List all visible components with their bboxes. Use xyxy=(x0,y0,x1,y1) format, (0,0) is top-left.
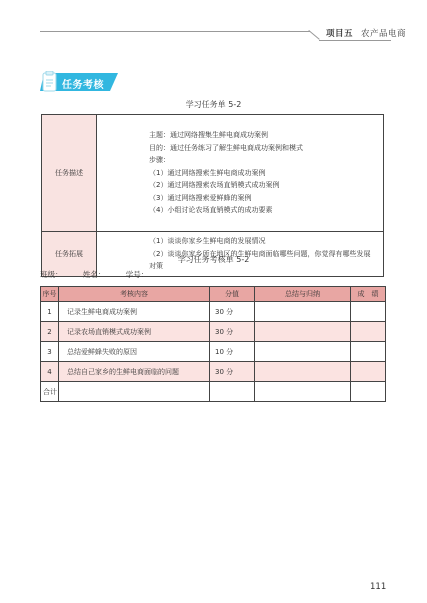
task-line: 步骤： xyxy=(149,156,170,165)
header-project: 项目五 xyxy=(326,29,354,39)
table-row xyxy=(41,342,386,362)
row-summary-cell[interactable] xyxy=(255,322,351,342)
total-row xyxy=(41,382,386,402)
col-header-no: 序号 xyxy=(41,287,59,302)
task-description-row xyxy=(42,115,384,232)
total-summary-cell[interactable] xyxy=(255,382,351,402)
row-content: 总结自己家乡的生鲜电商面临的问题 xyxy=(59,362,210,382)
table-row xyxy=(41,322,386,342)
row-score: 10 分 xyxy=(210,342,255,362)
task-line: 主题：通过网络搜集生鲜电商成功案例 xyxy=(149,130,268,139)
row-score: 30 分 xyxy=(210,322,255,342)
row-content: 记录农场直销模式成功案例 xyxy=(59,322,210,342)
task-line: 目的：通过任务练习了解生鲜电商成功案例和模式 xyxy=(149,143,303,152)
total-grade-cell[interactable] xyxy=(351,382,386,402)
task-line: （4）小组讨论农场直销模式的成功要素 xyxy=(149,206,273,215)
task-line: （1）通过网络搜索生鲜电商成功案例 xyxy=(149,168,266,177)
col-header-summary: 总结与归纳 xyxy=(255,287,351,302)
row-score: 30 分 xyxy=(210,362,255,382)
page-number: 111 xyxy=(370,582,387,592)
row-no: 4 xyxy=(41,362,59,382)
task-line: （1）谈谈你家乡生鲜电商的发展情况 xyxy=(149,237,266,245)
total-score-cell xyxy=(210,382,255,402)
assessment-sheet-title: 学习任务考核单 5-2 xyxy=(177,255,250,264)
total-label: 合计 xyxy=(41,382,59,402)
row-content: 记录生鲜电商成功案例 xyxy=(59,302,210,322)
task-line: （2）谈谈你家乡所在地区的生鲜电商面临哪些问题，你觉得有哪些发展对策 xyxy=(149,249,371,271)
row-summary-cell[interactable] xyxy=(255,302,351,322)
header-rule xyxy=(40,31,310,32)
class-label: 班级： xyxy=(40,270,63,279)
banner-label: 任务考核 xyxy=(62,80,104,91)
task-line: （2）通过网络搜索农场直销模式成功案例 xyxy=(149,181,280,190)
col-header-score: 分值 xyxy=(210,287,255,302)
clipboard-icon xyxy=(42,71,58,93)
assessment-header-row xyxy=(41,287,386,302)
task-sheet-table xyxy=(41,114,384,277)
row-summary-cell[interactable] xyxy=(255,342,351,362)
col-header-grade: 成 绩 xyxy=(351,287,386,302)
header-rule-right xyxy=(319,40,391,41)
row-no: 1 xyxy=(41,302,59,322)
task-extension-label: 任务拓展 xyxy=(42,232,97,277)
assessment-table xyxy=(40,286,386,402)
table-row xyxy=(41,362,386,382)
col-header-content: 考核内容 xyxy=(59,287,210,302)
table-row xyxy=(41,302,386,322)
row-summary-cell[interactable] xyxy=(255,362,351,382)
task-description-content xyxy=(97,115,384,232)
row-grade-cell[interactable] xyxy=(351,362,386,382)
id-label: 学号： xyxy=(125,270,149,279)
name-label: 姓名： xyxy=(82,270,106,279)
task-assessment-banner xyxy=(40,73,118,91)
header-rule-slant xyxy=(308,30,319,40)
student-info-line xyxy=(40,269,166,280)
total-content-cell xyxy=(59,382,210,402)
row-content: 总结爱鲜蜂失败的原因 xyxy=(59,342,210,362)
running-header xyxy=(326,27,406,39)
row-no: 2 xyxy=(41,322,59,342)
row-grade-cell[interactable] xyxy=(351,342,386,362)
task-line: （3）通过网络搜索爱鲜蜂的案例 xyxy=(149,193,252,202)
header-section: 农产品电商 xyxy=(361,29,407,39)
task-sheet-title: 学习任务单 5-2 xyxy=(185,100,242,109)
task-description-label: 任务描述 xyxy=(42,115,97,232)
row-grade-cell[interactable] xyxy=(351,322,386,342)
row-no: 3 xyxy=(41,342,59,362)
row-score: 30 分 xyxy=(210,302,255,322)
row-grade-cell[interactable] xyxy=(351,302,386,322)
